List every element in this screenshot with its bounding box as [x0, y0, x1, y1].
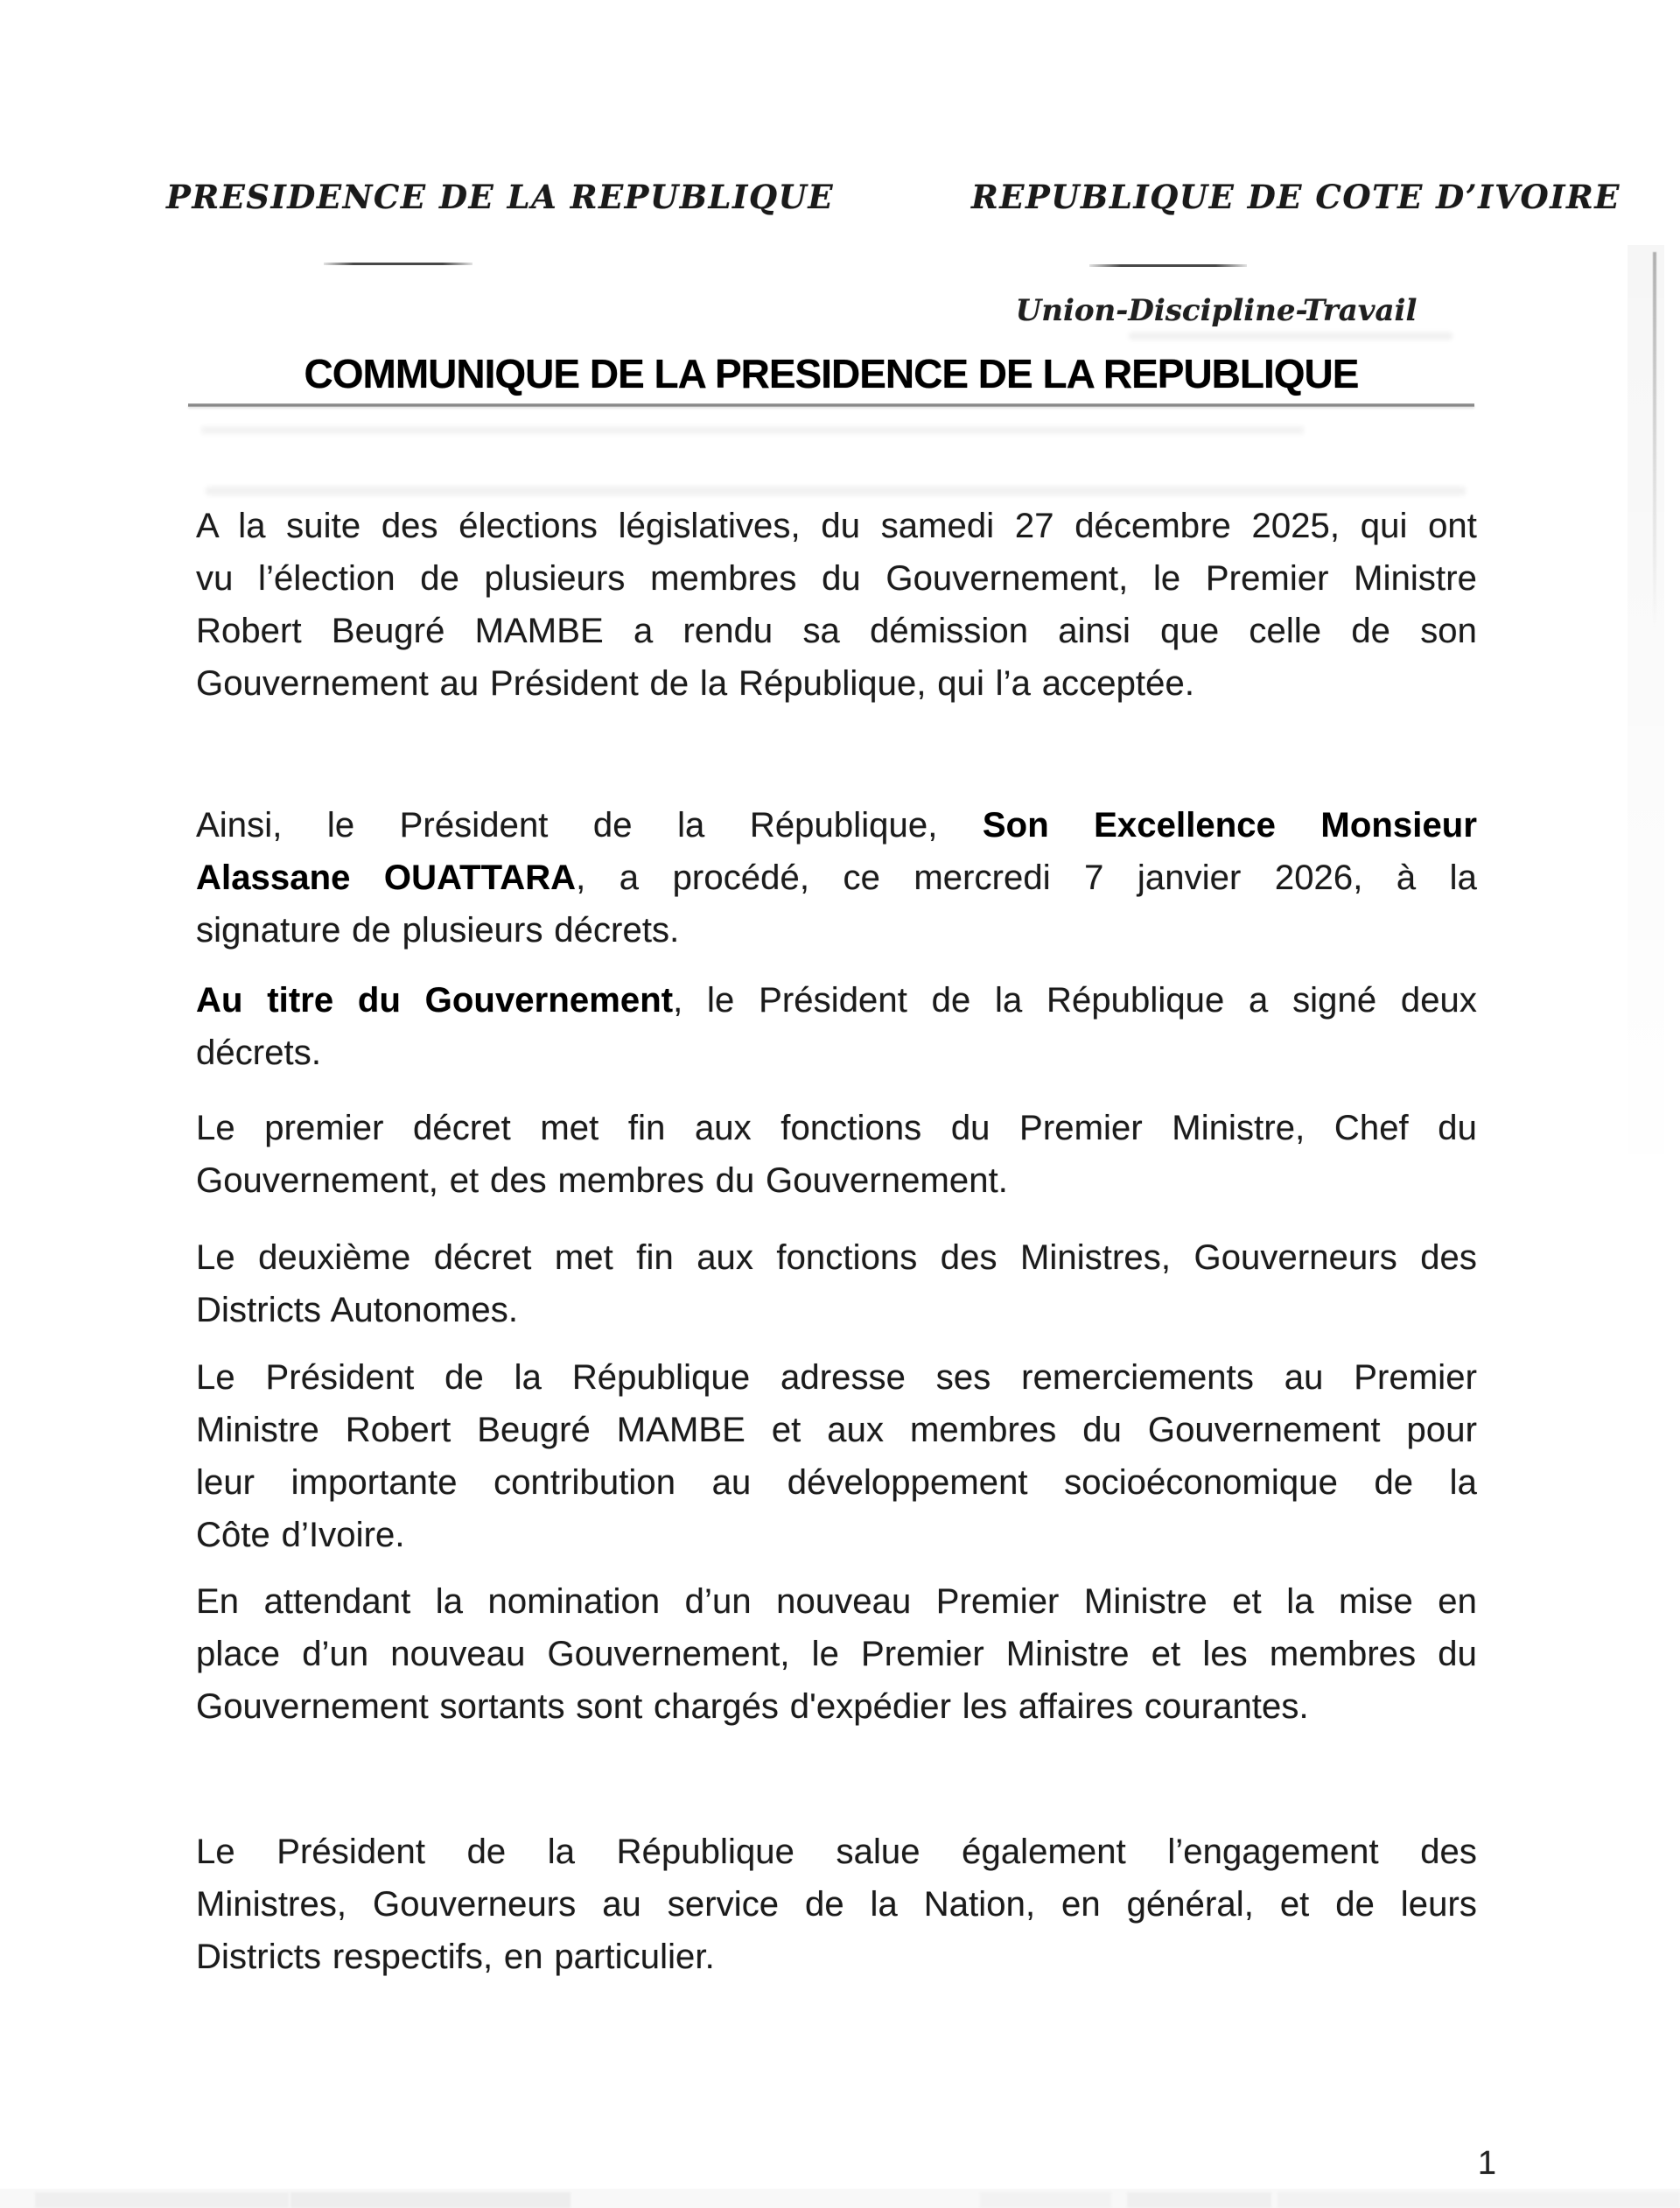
text-run: vu l’élection de plusieurs membres du Gouvernement, le Premier Ministre [196, 559, 1477, 598]
org-name-right: REPUBLIQUE DE COTE D’IVOIRE [971, 178, 1621, 216]
text-run: A la suite des élections législatives, du samedi 27 décembre 2025, qui ont [196, 507, 1477, 545]
paragraph-line [196, 1575, 1477, 1628]
text-run: Le Président de la République adresse ses remerciements au Premier [196, 1358, 1477, 1397]
paragraph [196, 1826, 1477, 1983]
text-run: leur importante contribution au développement socioéconomique de la [196, 1463, 1477, 1502]
text-run: signature de plusieurs décrets. [196, 911, 680, 950]
scan-bottom-segment-artifact [35, 2192, 289, 2208]
paragraph-line [196, 657, 1477, 710]
scan-ghost-artifact [1129, 333, 1452, 340]
text-run: Districts Autonomes. [196, 1291, 519, 1329]
text-run: Le premier décret met fin aux fonctions du Premier Ministre, Chef du [196, 1109, 1477, 1147]
text-run: Le Président de la République salue également l’engagement des [196, 1833, 1477, 1871]
paragraph-line [196, 1027, 1477, 1079]
text-run: décrets. [196, 1034, 322, 1072]
paragraph-line [196, 1931, 1477, 1983]
paragraph-line [196, 1351, 1477, 1404]
paragraph-line [196, 605, 1477, 657]
paragraph-line [196, 1509, 1477, 1561]
national-motto: Union-Discipline-Travail [1015, 293, 1418, 328]
scan-ghost-artifact [206, 487, 1466, 495]
paragraph-line [196, 1628, 1477, 1680]
paragraph [196, 799, 1477, 957]
text-run: Le deuxième décret met fin aux fonctions des Ministres, Gouverneurs des [196, 1238, 1477, 1277]
org-name-left: PRESIDENCE DE LA REPUBLIQUE [166, 178, 835, 216]
paragraph-line [196, 904, 1477, 957]
paragraph-line [196, 552, 1477, 605]
text-run: Côte d’Ivoire. [196, 1516, 405, 1554]
text-run: Gouvernement sortants sont chargés d'expédier les affaires courantes. [196, 1687, 1309, 1726]
scan-bottom-segment-artifact [1127, 2192, 1271, 2208]
text-run: Ainsi, le Président de la République, [196, 806, 983, 845]
text-run: Gouvernement, et des membres du Gouvernement. [196, 1161, 1009, 1200]
paragraph-line [196, 1102, 1477, 1154]
document-title: COMMUNIQUE DE LA PRESIDENCE DE LA REPUBLIQUE [304, 351, 1359, 396]
text-run: Gouvernement au Président de la République, qui l’a acceptée. [196, 664, 1195, 703]
page-number: 1 [1477, 2145, 1496, 2182]
paragraph-line [196, 1680, 1477, 1733]
paragraph [196, 1231, 1477, 1336]
text-run: , a procédé, ce mercredi 7 janvier 2026, à la [576, 859, 1477, 897]
bold-text-run: Son Excellence Monsieur [982, 806, 1478, 845]
paragraph [196, 1351, 1477, 1561]
paragraph-line [196, 1878, 1477, 1931]
paragraph-line [196, 1154, 1477, 1207]
text-run: Ministres, Gouverneurs au service de la Nation, en général, et de leurs [196, 1885, 1477, 1924]
text-run: , le Président de la République a signé deux [673, 981, 1478, 1020]
paragraph [196, 974, 1477, 1079]
paragraph-line [196, 799, 1477, 852]
text-run: En attendant la nomination d’un nouveau Premier Ministre et la mise en [196, 1582, 1477, 1621]
scan-bottom-segment-artifact [290, 2192, 570, 2208]
title-underline [188, 403, 1474, 407]
text-run: Ministre Robert Beugré MAMBE et aux membres du Gouvernement pour [196, 1411, 1477, 1449]
header-divider-right [1089, 264, 1247, 267]
paragraph-line [196, 1404, 1477, 1456]
paragraph-line [196, 500, 1477, 552]
text-run: Districts respectifs, en particulier. [196, 1938, 715, 1976]
scan-bottom-segment-artifact [980, 2192, 1111, 2208]
text-run: place d’un nouveau Gouvernement, le Premier Ministre et les membres du [196, 1635, 1477, 1673]
bold-text-run: Alassane OUATTARA [196, 859, 577, 897]
bold-text-run: Au titre du Gouvernement [196, 981, 674, 1020]
paragraph-line [196, 1284, 1477, 1336]
text-run: Robert Beugré MAMBE a rendu sa démission ainsi que celle de son [196, 612, 1477, 650]
paragraph-line [196, 1456, 1477, 1509]
scan-ghost-artifact [201, 426, 1304, 434]
paragraph-line [196, 1231, 1477, 1284]
paragraph [196, 1102, 1477, 1207]
paragraph-line [196, 974, 1477, 1027]
paragraph [196, 500, 1477, 710]
scan-edge-shade-artifact [1628, 245, 1664, 1208]
paragraph [196, 1575, 1477, 1733]
scan-bottom-segment-artifact [1278, 2192, 1680, 2208]
header-divider-left [324, 263, 472, 265]
paragraph-line [196, 852, 1477, 904]
paragraph-line [196, 1826, 1477, 1878]
